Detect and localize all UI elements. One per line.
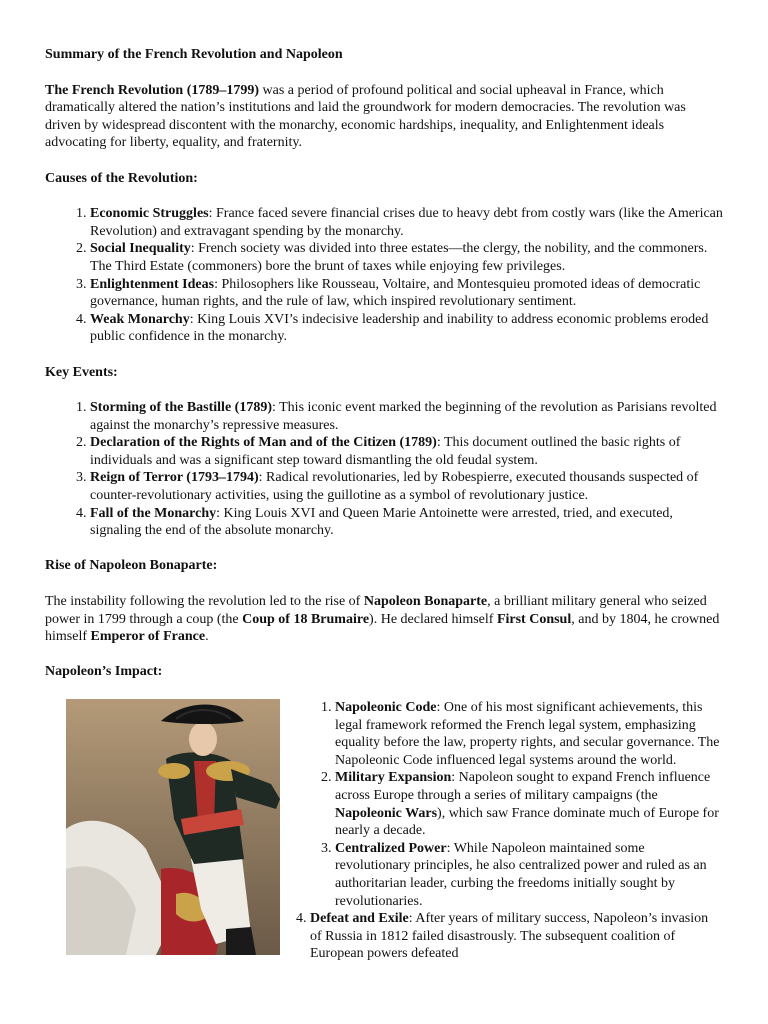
list-item (90, 434, 723, 469)
item-term: Military Expansion (335, 770, 452, 786)
item-term: Napoleonic Code (335, 700, 437, 715)
rise-paragraph (45, 593, 723, 646)
list-item (90, 240, 723, 275)
item-text: : France faced severe financial crises due to heavy debt from costly wars (like the American Revolution) and extravagant spending by the monarchy. (90, 206, 723, 239)
list-item (90, 205, 723, 240)
impact-section (45, 699, 723, 963)
document-title: Summary of the French Revolution and Napoleon (45, 47, 343, 62)
rise-bold: Napoleon Bonaparte (363, 594, 488, 610)
rise-bold: Coup of 18 Brumaire (242, 611, 370, 627)
list-item (90, 276, 723, 311)
napoleon-portrait-image (66, 699, 280, 955)
list-item (335, 769, 723, 839)
item-term: Declaration of the Rights of Man and of the Citizen (1789) (90, 435, 437, 451)
item-text: : Napoleon sought to expand French influence across Europe through a series of military campaigns (the (335, 770, 711, 803)
item-text: : This iconic event marked the beginning of the revolution as Parisians revolted against the monarchy’s repressive measures. (90, 400, 717, 433)
item-term: Enlightenment Ideas (90, 276, 215, 292)
item-term: Defeat and Exile (310, 911, 409, 927)
rise-text: ). He declared himself (369, 611, 497, 627)
intro-paragraph (45, 82, 723, 152)
list-item (90, 399, 723, 434)
item-term: Centralized Power (335, 840, 447, 856)
item-text: : King Louis XVI’s indecisive leadership and inability to address economic problems eroded public confidence in the monarchy. (90, 311, 709, 345)
list-item (335, 699, 723, 769)
item-text: : This document outlined the basic rights of individuals and was a significant step toward dismantling the old feudal system. (90, 435, 681, 468)
events-heading: Key Events: (45, 364, 118, 380)
item-term: Social Inequality (90, 241, 191, 257)
causes-heading: Causes of the Revolution: (45, 170, 198, 186)
item-text: ), which saw France dominate much of Europe for nearly a decade. (335, 805, 719, 839)
rise-text: , and by 1804, he crowned himself (45, 611, 720, 645)
rise-text: The instability following the revolution led to the rise of (45, 594, 364, 610)
item-term: Reign of Terror (1793–1794) (90, 470, 259, 486)
intro-bold: The French Revolution (1789–1799) (45, 82, 260, 98)
item-term: Weak Monarchy (90, 311, 190, 327)
item-text: : While Napoleon maintained some revolutionary principles, he also centralized power and ruled as an authoritarian leader, curbing the freedoms initially sought by revolutionaries. (335, 840, 707, 909)
causes-list (45, 205, 723, 346)
list-item (335, 840, 723, 910)
item-term: Economic Struggles (90, 206, 209, 222)
item-text: : King Louis XVI and Queen Marie Antoinette were arrested, tried, and executed, signaling the end of the absolute monarchy. (90, 505, 673, 539)
item-text: : Philosophers like Rousseau, Voltaire, and Montesquieu promoted ideas of democratic governance, human rights, and the rule of law, which inspired revolutionary sentiment. (90, 276, 701, 310)
item-term: Fall of the Monarchy (90, 505, 217, 521)
item-text: : One of his most significant achievements, this legal framework reformed the French legal system, emphasizing equality before the law, property rights, and secular governance. The Napoleonic Code influenced legal systems around the world. (335, 700, 720, 768)
list-item (90, 469, 723, 504)
rise-text: , a brilliant military general who seized power in 1799 through a coup (the (45, 594, 707, 627)
list-item (90, 505, 723, 540)
item-text: : After years of military success, Napoleon’s invasion of Russia in 1812 failed disastrously. The subsequent coalition of European powers defeated (310, 911, 709, 962)
item-term: Napoleonic Wars (335, 805, 438, 821)
rise-heading: Rise of Napoleon Bonaparte: (45, 558, 218, 574)
rise-text: . (205, 629, 209, 645)
events-list (45, 399, 723, 540)
item-text: : Radical revolutionaries, led by Robespierre, executed thousands suspected of counter-revolutionary activities, using the guillotine as a symbol of revolutionary justice. (90, 470, 699, 504)
rise-bold: First Consul (496, 611, 572, 627)
item-term: Storming of the Bastille (1789) (90, 400, 272, 416)
impact-heading: Napoleon’s Impact: (45, 664, 163, 680)
list-item (90, 311, 723, 346)
item-text: : French society was divided into three estates—the clergy, the nobility, and the commoners. The Third Estate (commoners) bore the brunt of taxes while enjoying few privileges. (90, 241, 708, 274)
intro-text: was a period of profound political and social upheaval in France, which dramatically altered the nation’s institutions and laid the groundwork for modern democracies. The revolution was driven by widespread discontent with the monarchy, economic hardships, inequality, and Enlightenment ideals advocating for liberty, equality, and fraternity. (45, 82, 686, 151)
rise-bold: Emperor of France (90, 629, 206, 645)
